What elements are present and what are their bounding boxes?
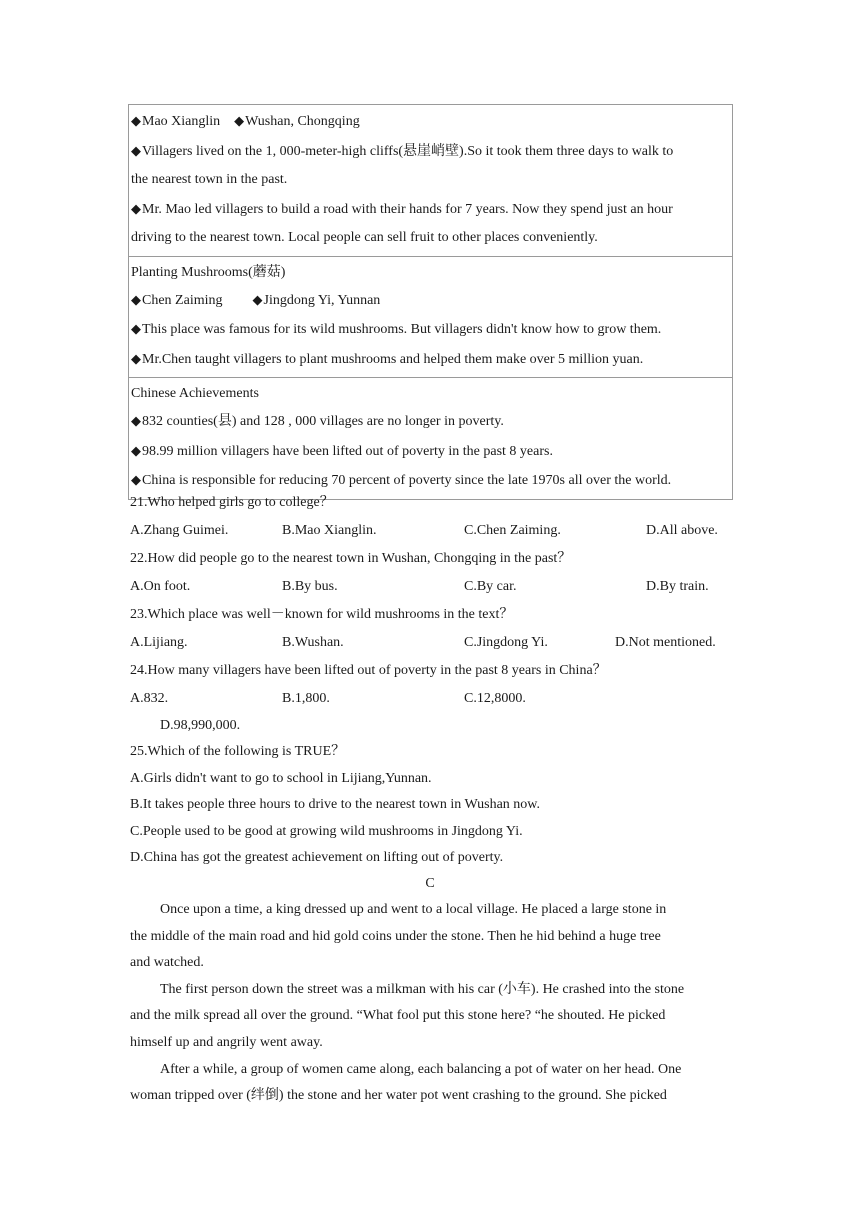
option-c: C.People used to be good at growing wild mushrooms in Jingdong Yi.	[130, 823, 523, 839]
info-table	[128, 104, 733, 500]
question-stem: 24.How many villagers have been lifted out of poverty in the past 8 years in China？	[130, 663, 607, 678]
table-row-achievements	[129, 378, 733, 500]
answer-options	[130, 573, 740, 601]
diamond-bullet-icon: ◆	[131, 321, 141, 337]
option-c: C.12,8000.	[464, 691, 526, 706]
row-text: This place was famous for its wild mushrooms. But villagers didn't know how to grow them.	[142, 322, 662, 338]
row-text: Mr.Chen taught villagers to plant mushrooms and helped them make over 5 million yuan.	[142, 351, 644, 367]
diamond-bullet-icon: ◆	[131, 113, 141, 128]
place-name: Jingdong Yi, Yunnan	[263, 292, 381, 308]
place-name: Wushan, Chongqing	[245, 114, 360, 129]
row-title: Planting Mushrooms(蘑菇)	[131, 264, 286, 280]
option-a: A.Zhang Guimei.	[130, 523, 229, 538]
question-stem: 22.How did people go to the nearest town in Wushan, Chongqing in the past？	[130, 551, 572, 566]
option-b: B.1,800.	[282, 691, 330, 706]
option-a: A.Lijiang.	[130, 635, 188, 650]
row-text: China is responsible for reducing 70 percent of poverty since the late 1970s all over the world.	[142, 473, 672, 489]
person-name: Chen Zaiming	[142, 292, 223, 308]
row-text: Villagers lived on the 1, 000-meter-high cliffs(悬崖峭壁).So it took them three days to walk to	[142, 143, 674, 159]
diamond-bullet-icon: ◆	[131, 442, 141, 458]
diamond-bullet-icon: ◆	[131, 472, 141, 488]
questions-section	[130, 489, 740, 872]
row-text: 98.99 million villagers have been lifted out of poverty in the past 8 years.	[142, 443, 553, 459]
diamond-bullet-icon: ◆	[131, 291, 141, 307]
table-row-chen	[129, 256, 733, 378]
diamond-bullet-icon: ◆	[234, 113, 245, 128]
table-row-mao	[129, 105, 733, 257]
option-c: C.Chen Zaiming.	[464, 523, 561, 538]
option-b: B.Wushan.	[282, 635, 344, 650]
answer-options	[130, 517, 740, 545]
paragraph: After a while, a group of women came along, each balancing a pot of water on her head. One woman tripped over (绊倒) the stone and her water pot went crashing to the ground. She picked	[130, 1061, 682, 1104]
diamond-bullet-icon: ◆	[252, 291, 263, 307]
option-b: B.By bus.	[282, 579, 338, 594]
option-a: A.On foot.	[130, 579, 191, 594]
option-b: B.It takes people three hours to drive to the nearest town in Wushan now.	[130, 797, 541, 812]
diamond-bullet-icon: ◆	[131, 142, 141, 158]
diamond-bullet-icon: ◆	[131, 413, 141, 429]
row-title: Chinese Achievements	[131, 386, 259, 402]
option-d: D.Not mentioned.	[615, 635, 716, 650]
option-c: C.By car.	[464, 579, 517, 594]
diamond-bullet-icon: ◆	[131, 350, 141, 366]
question-stem: 25.Which of the following is TRUE？	[130, 744, 346, 759]
paragraph: The first person down the street was a milkman with his car (小车). He crashed into the stone and the milk spread all over the ground. “What fool put this stone here? “he shouted. He picked himself up and angrily went away.	[130, 981, 685, 1050]
row-text: the nearest town in the past.	[131, 172, 288, 187]
row-text: 832 counties(县) and 128 , 000 villages are no longer in poverty.	[142, 414, 504, 430]
option-c: C.Jingdong Yi.	[464, 635, 548, 650]
option-d: D.All above.	[646, 523, 718, 538]
paragraph: Once upon a time, a king dressed up and went to a local village. He placed a large stone in the middle of the main road and hid gold coins under the stone. Then he hid behind a huge tree and watched.	[130, 902, 667, 971]
option-a: A.832.	[130, 691, 169, 706]
reading-passage	[130, 897, 730, 1110]
option-d: D.China has got the greatest achievement on lifting out of poverty.	[130, 850, 504, 865]
option-b: B.Mao Xianglin.	[282, 523, 377, 538]
option-d: D.98,990,000.	[160, 718, 241, 733]
option-d: D.By train.	[646, 579, 709, 594]
question-stem: 23.Which place was well－known for wild mushrooms in the text？	[130, 607, 514, 622]
answer-options	[130, 685, 740, 713]
option-a: A.Girls didn't want to go to school in Lijiang,Yunnan.	[130, 770, 432, 786]
section-heading: C	[425, 876, 435, 891]
person-name: Mao Xianglin	[142, 114, 221, 129]
row-text: Mr. Mao led villagers to build a road with their hands for 7 years. Now they spend just an hour	[142, 201, 673, 217]
row-text: driving to the nearest town. Local people can sell fruit to other places conveniently.	[131, 230, 598, 245]
diamond-bullet-icon: ◆	[131, 200, 141, 216]
question-stem: 21.Who helped girls go to college？	[130, 495, 334, 510]
answer-options	[130, 629, 740, 657]
